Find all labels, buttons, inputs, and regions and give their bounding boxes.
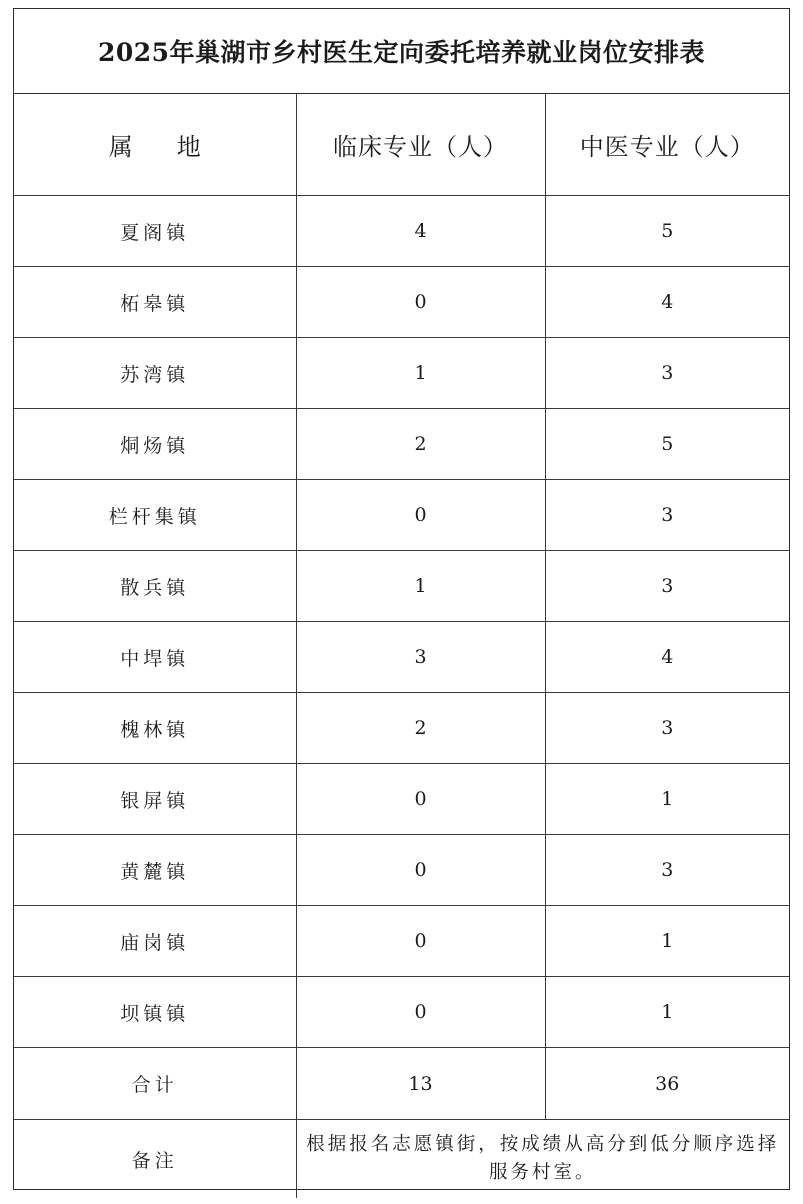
- town-cell: 苏湾镇: [14, 338, 296, 409]
- table-title: 2025年巢湖市乡村医生定向委托培养就业岗位安排表: [14, 9, 789, 94]
- total-tcm: 36: [545, 1048, 789, 1120]
- table-row: [14, 267, 789, 338]
- town-cell: 烔炀镇: [14, 409, 296, 480]
- clinical-count-cell: 0: [296, 906, 545, 977]
- clinical-count-cell: 2: [296, 693, 545, 764]
- header-tcm: 中医专业（人）: [545, 94, 789, 196]
- tcm-count-cell: 1: [545, 764, 789, 835]
- tcm-count-cell: 4: [545, 622, 789, 693]
- table-row: [14, 338, 789, 409]
- clinical-count-cell: 1: [296, 338, 545, 409]
- table-row: [14, 835, 789, 906]
- tcm-count-cell: 5: [545, 409, 789, 480]
- remark-label: 备注: [14, 1120, 296, 1199]
- town-cell: 银屏镇: [14, 764, 296, 835]
- town-cell: 坝镇镇: [14, 977, 296, 1048]
- clinical-count-cell: 2: [296, 409, 545, 480]
- placement-table-sheet: [13, 8, 790, 1190]
- table-row: [14, 906, 789, 977]
- total-label: 合计: [14, 1048, 296, 1120]
- remark-text: 根据报名志愿镇街，按成绩从高分到低分顺序选择服务村室。: [296, 1120, 789, 1199]
- header-location-char-1: 属: [108, 133, 133, 161]
- clinical-count-cell: 0: [296, 835, 545, 906]
- header-location-char-2: 地: [176, 133, 201, 161]
- town-cell: 柘皋镇: [14, 267, 296, 338]
- tcm-count-cell: 3: [545, 693, 789, 764]
- table-row: [14, 480, 789, 551]
- total-row: [14, 1048, 789, 1120]
- header-clinical: 临床专业（人）: [296, 94, 545, 196]
- table-row: [14, 977, 789, 1048]
- table-row: [14, 693, 789, 764]
- town-cell: 黄麓镇: [14, 835, 296, 906]
- remark-row: [14, 1120, 789, 1199]
- table-row: [14, 551, 789, 622]
- clinical-count-cell: 0: [296, 764, 545, 835]
- clinical-count-cell: 4: [296, 196, 545, 267]
- clinical-count-cell: 0: [296, 480, 545, 551]
- clinical-count-cell: 0: [296, 267, 545, 338]
- table-row: [14, 409, 789, 480]
- town-cell: 中垾镇: [14, 622, 296, 693]
- tcm-count-cell: 5: [545, 196, 789, 267]
- tcm-count-cell: 4: [545, 267, 789, 338]
- town-cell: 庙岗镇: [14, 906, 296, 977]
- table-row: [14, 196, 789, 267]
- tcm-count-cell: 1: [545, 906, 789, 977]
- tcm-count-cell: 3: [545, 835, 789, 906]
- town-cell: 散兵镇: [14, 551, 296, 622]
- clinical-count-cell: 0: [296, 977, 545, 1048]
- tcm-count-cell: 3: [545, 338, 789, 409]
- clinical-count-cell: 3: [296, 622, 545, 693]
- clinical-count-cell: 1: [296, 551, 545, 622]
- header-location: [14, 94, 296, 196]
- town-cell: 槐林镇: [14, 693, 296, 764]
- table-row: [14, 764, 789, 835]
- table-row: [14, 622, 789, 693]
- tcm-count-cell: 3: [545, 551, 789, 622]
- total-clinical: 13: [296, 1048, 545, 1120]
- header-row: [14, 94, 789, 196]
- town-cell: 栏杆集镇: [14, 480, 296, 551]
- placement-table: [14, 94, 789, 1198]
- tcm-count-cell: 1: [545, 977, 789, 1048]
- town-cell: 夏阁镇: [14, 196, 296, 267]
- tcm-count-cell: 3: [545, 480, 789, 551]
